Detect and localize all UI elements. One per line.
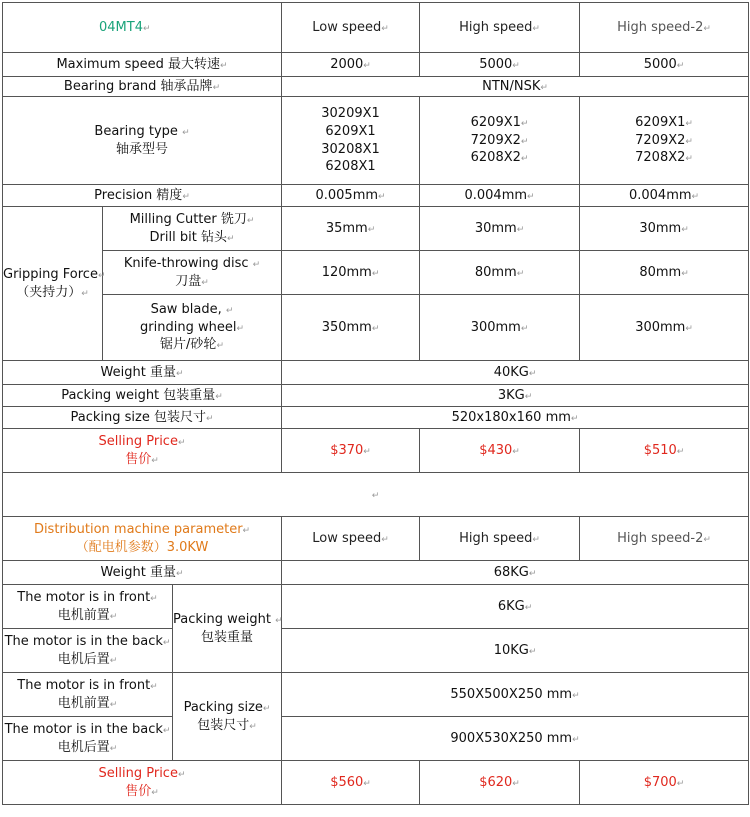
max-speed-high: 5000↵ <box>420 53 580 77</box>
precision-high: 0.004mm↵ <box>420 185 580 207</box>
dist-ps-motor-back: The motor is in the back↵ 电机后置↵ <box>3 717 173 761</box>
bearing-type-row <box>3 97 749 185</box>
packing-size-value: 520x180x160 mm↵ <box>282 407 749 429</box>
max-speed-row <box>3 53 749 77</box>
precision-high2: 0.004mm↵ <box>580 185 749 207</box>
packing-weight-label: Packing weight 包装重量↵ <box>3 385 282 407</box>
grip-saw-high: 300mm↵ <box>420 295 580 361</box>
dist-selling-price-low: $560↵ <box>282 761 420 805</box>
selling-price-low: $370↵ <box>282 429 420 473</box>
bearing-type-label: Bearing type ↵ 轴承型号 <box>3 97 282 185</box>
dist-ps-back-row <box>3 717 749 761</box>
grip-saw-low: 350mm↵ <box>282 295 420 361</box>
precision-low: 0.005mm↵ <box>282 185 420 207</box>
gripping-force-label: Gripping Force↵ （夹持力）↵ <box>3 207 103 361</box>
dist-col-high-speed-2: High speed-2↵ <box>580 517 749 561</box>
precision-row <box>3 185 749 207</box>
dist-packing-weight-label: Packing weight ↵ 包装重量 <box>173 585 282 673</box>
model-title: 04MT4↵ <box>3 3 282 53</box>
dist-weight-value: 68KG↵ <box>282 561 749 585</box>
grip-saw-row <box>3 295 749 361</box>
dist-pw-back-row <box>3 629 749 673</box>
weight-label: Weight 重量↵ <box>3 361 282 385</box>
dist-title: Distribution machine parameter↵ （配电机参数）3.0KW <box>3 517 282 561</box>
grip-milling-low: 35mm↵ <box>282 207 420 251</box>
grip-disc-low: 120mm↵ <box>282 251 420 295</box>
col-low-speed: Low speed↵ <box>282 3 420 53</box>
dist-weight-label: Weight 重量↵ <box>3 561 282 585</box>
bearing-brand-label: Bearing brand 轴承品牌↵ <box>3 77 282 97</box>
dist-pw-front-value: 6KG↵ <box>282 585 749 629</box>
precision-label: Precision 精度↵ <box>3 185 282 207</box>
dist-packing-size-label: Packing size↵ 包装尺寸↵ <box>173 673 282 761</box>
packing-weight-value: 3KG↵ <box>282 385 749 407</box>
grip-milling-row <box>3 207 749 251</box>
spacer-row <box>3 473 749 517</box>
grip-milling-high: 30mm↵ <box>420 207 580 251</box>
dist-selling-price-row <box>3 761 749 805</box>
dist-col-high-speed: High speed↵ <box>420 517 580 561</box>
dist-ps-front-value: 550X500X250 mm↵ <box>282 673 749 717</box>
bearing-type-high2: 6209X1↵ 7209X2↵ 7208X2↵ <box>580 97 749 185</box>
max-speed-label: Maximum speed 最大转速↵ <box>3 53 282 77</box>
dist-pw-back-value: 10KG↵ <box>282 629 749 673</box>
max-speed-high2: 5000↵ <box>580 53 749 77</box>
bearing-brand-value: NTN/NSK↵ <box>282 77 749 97</box>
bearing-type-high: 6209X1↵ 7209X2↵ 6208X2↵ <box>420 97 580 185</box>
grip-disc-label: Knife-throwing disc ↵ 刀盘↵ <box>103 251 282 295</box>
dist-pw-front-row <box>3 585 749 629</box>
dist-pw-motor-back: The motor is in the back↵ 电机后置↵ <box>3 629 173 673</box>
col-high-speed: High speed↵ <box>420 3 580 53</box>
dist-ps-front-row <box>3 673 749 717</box>
packing-weight-row <box>3 385 749 407</box>
dist-weight-row <box>3 561 749 585</box>
col-high-speed-2: High speed-2↵ <box>580 3 749 53</box>
dist-selling-price-high2: $700↵ <box>580 761 749 805</box>
packing-size-row <box>3 407 749 429</box>
selling-price-row <box>3 429 749 473</box>
spacer-cell: ↵ <box>3 473 749 517</box>
weight-row <box>3 361 749 385</box>
dist-selling-price-high: $620↵ <box>420 761 580 805</box>
selling-price-high2: $510↵ <box>580 429 749 473</box>
grip-milling-high2: 30mm↵ <box>580 207 749 251</box>
dist-ps-motor-front: The motor is in front↵ 电机前置↵ <box>3 673 173 717</box>
weight-value: 40KG↵ <box>282 361 749 385</box>
header-row <box>3 3 749 53</box>
grip-disc-row <box>3 251 749 295</box>
grip-saw-label: Saw blade, ↵ grinding wheel↵ 锯片/砂轮↵ <box>103 295 282 361</box>
dist-pw-motor-front: The motor is in front↵ 电机前置↵ <box>3 585 173 629</box>
dist-col-low-speed: Low speed↵ <box>282 517 420 561</box>
grip-disc-high: 80mm↵ <box>420 251 580 295</box>
grip-disc-high2: 80mm↵ <box>580 251 749 295</box>
grip-saw-high2: 300mm↵ <box>580 295 749 361</box>
bearing-type-low: 30209X1 6209X1 30208X1 6208X1 <box>282 97 420 185</box>
packing-size-label: Packing size 包装尺寸↵ <box>3 407 282 429</box>
selling-price-label: Selling Price↵ 售价↵ <box>3 429 282 473</box>
dist-ps-back-value: 900X530X250 mm↵ <box>282 717 749 761</box>
max-speed-low: 2000↵ <box>282 53 420 77</box>
grip-milling-label: Milling Cutter 铣刀↵ Drill bit 钻头↵ <box>103 207 282 251</box>
dist-header-row <box>3 517 749 561</box>
spec-table <box>2 2 749 805</box>
selling-price-high: $430↵ <box>420 429 580 473</box>
bearing-brand-row <box>3 77 749 97</box>
dist-selling-price-label: Selling Price↵ 售价↵ <box>3 761 282 805</box>
